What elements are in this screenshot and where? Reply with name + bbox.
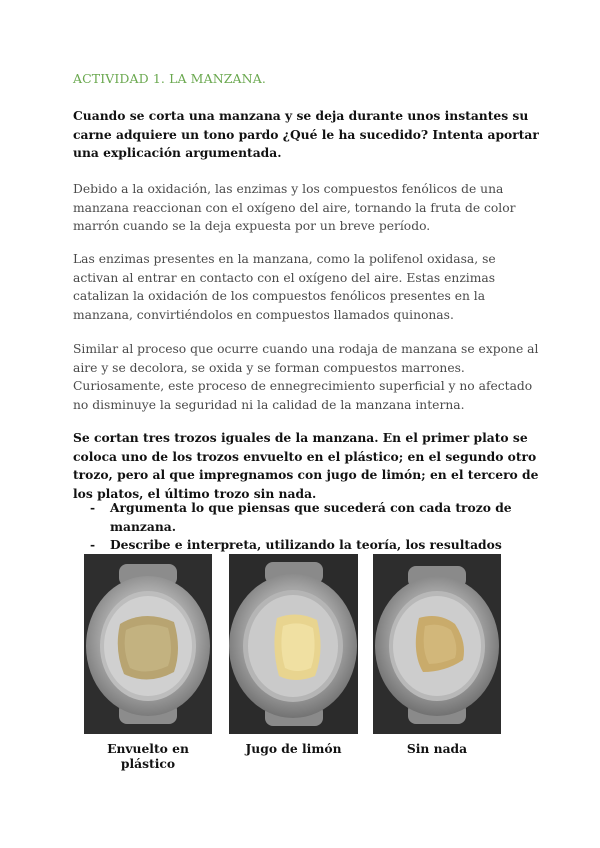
dash-bullet: -	[90, 537, 96, 552]
caption-wrapped: Envuelto en plástico	[107, 741, 189, 771]
activity-title: ACTIVIDAD 1. LA MANZANA.	[73, 71, 266, 86]
caption-nothing: Sin nada	[406, 741, 468, 756]
task-text: Describe e interpreta, utilizando la teoría, los resultados	[110, 537, 502, 552]
answer-paragraph-2: Las enzimas presentes en la manzana, como la polifenol oxidasa, se activan al entrar en contacto con el oxígeno del aire. Estas enzimas catalizan la oxidación de los compuestos fenólicos presentes en la manzana, convirtiéndolos en compuestos llamados quinonas.	[73, 252, 496, 322]
task-text: Argumenta lo que piensas que sucederá con cada trozo de manzana.	[110, 500, 512, 534]
question-1: Cuando se corta una manzana y se deja durante unos instantes su carne adquiere un tono pardo ¿Qué le ha sucedido? Intenta aportar una explicación argumentada.	[73, 108, 539, 160]
question-2: Se cortan tres trozos iguales de la manzana. En el primer plato se coloca uno de los trozos envuelto en el plástico; en el segundo otro trozo, pero al que impregnamos con jugo de limón; en el tercero de los platos, el último trozo sin nada.	[73, 430, 539, 501]
photo-apple-lemon	[229, 554, 358, 734]
answer-paragraph-3: Similar al proceso que ocurre cuando una rodaja de manzana se expone al aire y se decolora, se oxida y se forman compuestos marrones. Curiosamente, este proceso de ennegrecimiento superficial y no afectado no disminuye la seguridad ni la calidad de la manzana interna.	[73, 342, 539, 412]
caption-lemon: Jugo de limón	[245, 741, 342, 756]
task-item	[90, 499, 550, 536]
photo-apple-nothing	[373, 554, 501, 734]
answer-paragraph-1: Debido a la oxidación, las enzimas y los compuestos fenólicos de una manzana reaccionan con el oxígeno del aire, tornando la fruta de color marrón cuando se la deja expuesta por un breve período.	[73, 182, 516, 233]
dash-bullet: -	[90, 500, 96, 515]
photo-apple-wrapped	[84, 554, 212, 734]
